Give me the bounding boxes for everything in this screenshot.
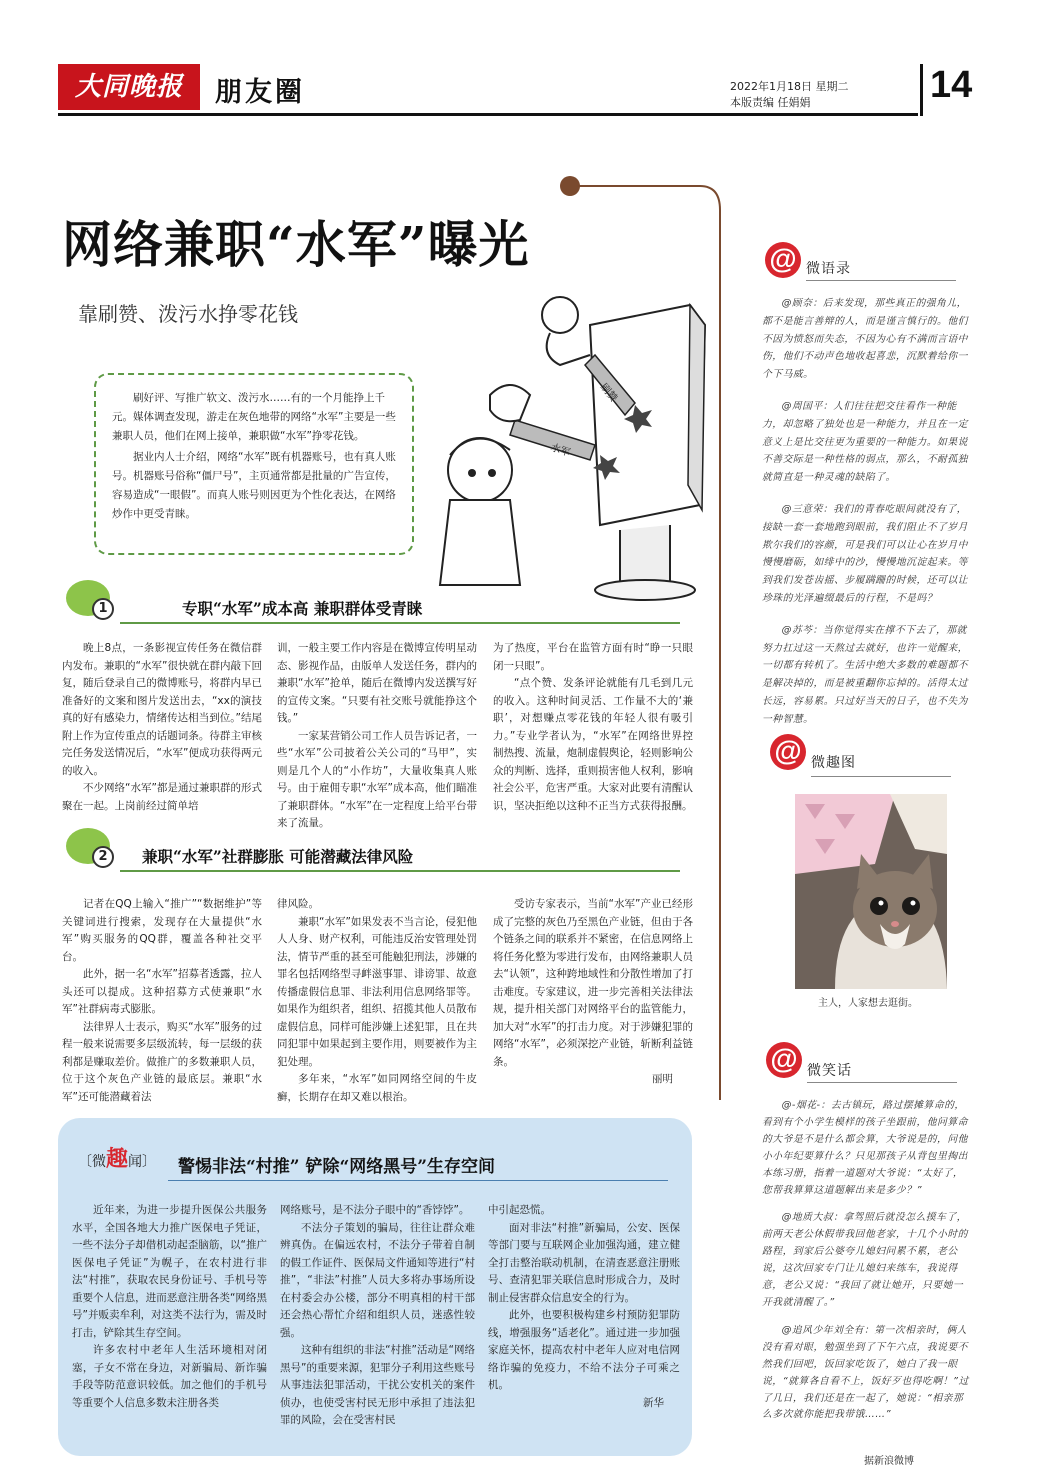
section-number: 1: [92, 598, 114, 620]
header-divider: [920, 64, 923, 116]
sidebar-title: 微趣图: [811, 755, 856, 771]
qujian-rule: [168, 1180, 668, 1181]
paragraph: 多年来，“水军”如同网络空间的牛皮癣，长期存在却又难以根治。: [277, 1073, 477, 1103]
page-number: 14: [930, 64, 973, 106]
paragraph: 律风险。: [277, 898, 319, 910]
paragraph: 近年来，为进一步提升医保公共服务水平，全国各地大力推广医保电子凭证，一些不法分子却借机动起歪脑筋，以“推广医保电子凭证”为幌子，在农村进行非法“村推”，获取农民身份证号、手机号等重要个人信息，进而恶意注册各类“网络黑号”并贩卖牟利，对这类不法行为，需及时打击，铲除其生存空间。: [72, 1204, 267, 1339]
tag-text: 闻: [128, 1154, 143, 1170]
paragraph: 中引起恐慌。: [488, 1204, 551, 1216]
sidebar-rule: [807, 1082, 957, 1083]
cartoon-illustration: [420, 285, 720, 605]
joke: @地质大叔：拿驾照后就没怎么摸车了，前两天老公休假带我回他老家，十几个小时的路程，到家后公婆夸儿媳妇问累不累，老公说，这次回家专门让儿媳妇来练车，我说得意，老公又说：“我回了就让她开，只要她一开我就清醒了。”: [762, 1212, 968, 1308]
quote-block: [762, 295, 970, 729]
section-rule: [120, 622, 680, 624]
article-column: [62, 896, 262, 1106]
paragraph: 受访专家表示，当前“水军”产业已经形成了完整的灰色乃至黑色产业链，但由于各个链条之间的联系并不紧密，在信息网络上将任务化整为零进行发布，由网络兼职人员去“认领”，这种跨地域性和分散性增加了打击难度。专家建议，进一步完善相关法律法规，提升相关部门对网络平台的监管能力，加大对“水军”的打击力度。对于涉嫌犯罪的网络“水军”，必须深挖产业链，斩断利益链条。: [493, 898, 693, 1068]
page-editor: 本版责编 任娟娟: [730, 96, 811, 109]
article-column: [277, 896, 477, 1106]
sidebar-rule: [806, 280, 956, 281]
cat-photo: [795, 794, 947, 989]
paragraph: 训，一般主要工作内容是在微博宣传明星动态、影视作品，由版单人发送任务，群内的兼职“水军”抢单，随后在微博内发送撰写好的宣传文案。“只要有社交账号就能挣这个钱。”: [277, 642, 477, 724]
intro-paragraph: 刷好评、写推广软文、泼污水……有的一个月能挣上千元。媒体调查发现，游走在灰色地带的网络“水军”主要是一些兼职人员，他们在网上接单，兼职做“水军”挣零花钱。: [112, 392, 396, 442]
paragraph: 晚上8点，一条影视宣传任务在微信群内发布。兼职的“水军”很快就在群内敲下回复，随后登录自己的微博账号，将群内早已准备好的文案和图片发送出去，“xx的演技真的好有感染力，情绪传达相当到位。”结尾附上作为宣传重点的话题词条。待群主审核完任务发送情况后，“水军”便成功获得两元的收入。: [62, 642, 262, 777]
paragraph: 此外，也要积极构建乡村预防犯罪防线，增强服务“适老化”。通过进一步加强家庭关怀，提高农村中老年人应对电信网络诈骗的免疫力，不给不法分子可乘之机。: [488, 1309, 680, 1391]
paragraph: 法律界人士表示，购买“水军”服务的过程一般来说需要多层级流转，每一层级的获利都是赚取差价。做推广的多数兼职人员，位于这个灰色产业链的最底层。兼职“水军”还可能潜藏着法: [62, 1020, 262, 1103]
quote: @顾奈：后来发现，那些真正的强角儿，都不是能言善辩的人，而是谨言慎行的。他们不因为愤怒而失态，不因为心有不满而言语中伤，他们不动声色地收起喜悲，沉默着给你一个下马威。: [762, 298, 968, 381]
paragraph: 兼职“水军”如果发表不当言论，侵犯他人人身、财产权利，可能违反治安管理处罚法，情节严重的甚至可能触犯刑法，涉嫌的罪名包括网络型寻衅滋事罪、诽谤罪、故意传播虚假信息罪、非法利用信息网络罪等。如果作为组织者，组织、招揽其他人员散布虚假信息，同样可能涉嫌上述犯罪，且在共同犯罪中如果起到主要作用，则要被作为主犯处理。: [277, 915, 477, 1068]
section-heading: 专职“水军”成本高 兼职群体受青睐: [182, 599, 423, 618]
article-column: [62, 640, 262, 815]
at-icon: @: [770, 734, 806, 770]
section-title: 朋友圈: [215, 77, 305, 108]
byline: 新华: [643, 1396, 664, 1409]
joke: @追风少年刘全有：第一次相亲时，俩人没有看对眼，勉强坐到了下午六点，我说要不然我们回吧，饭回家吃饭了，她白了我一眼说，“就算各自看不上，饭好歹也得吃啊！”过了几日，我们还是在一起了，她说：“相亲那么多次就你能把我带饿……”: [762, 1324, 969, 1421]
quote: @三意荣：我们的青春吃眼间就没有了，接缺一套一套地跑到眼前，我们阻止不了岁月欺尔我们的容颜，可是我们可以让心在岁月中慢慢磨砺，如绯中的沙，慢慢地沉淀起来。等到我们发苍齿摇、步履蹒跚的时候，还可以让珍珠的光泽遍缀最后的行程，不是吗？: [762, 503, 968, 604]
intro-box: [94, 373, 414, 555]
sidebar-title: 微语录: [806, 261, 851, 277]
photo-caption: 主人，人家想去逛街。: [818, 998, 918, 1009]
tag-highlight: 趣: [106, 1146, 129, 1172]
paragraph: “点个赞、发条评论就能有几毛到几元的收入。这种时间灵活、工作量不大的‘兼职’，对想赚点零花钱的年轻人很有吸引力。”专业学者认为，“水军”在网络世界控制热搜、流量，炮制虚假舆论，轻则影响公众的判断、选择，重则损害他人权利，影响社会公平，危害严重。大家对此要有清醒认识，坚决拒绝以这种不正当方式获得报酬。: [493, 677, 693, 812]
quote: @苏芩：当你觉得实在撑不下去了，那就努力扛过这一天熬过去就好，也许一觉醒来，一切都有转机了。生活中绝大多数的难题都不是解决掉的，而是被重翻你忘掉的。活得太过长远，容易累。只过好当天的日子，也不失为一种智慧。: [762, 624, 968, 725]
paragraph: 许多农村中老年人生活环境相对闭塞，子女不常在身边，对新骗局、新诈骗手段等防范意识较低。加之他们的手机号等重要个人信息多数未注册各类: [72, 1344, 267, 1409]
paragraph: 面对非法“村推”新骗局，公安、医保等部门要与互联网企业加强沟通，建立健全打击整治联动机制，在清查恶意注册账号、查清犯罪关联信息时形成合力，及时制止侵害群众信息安全的行为。: [488, 1221, 680, 1304]
header-rule: [58, 113, 918, 116]
headline: 网络兼职“水军”曝光: [62, 215, 530, 274]
qujian-column: [488, 1202, 680, 1412]
paragraph: 一家某营销公司工作人员告诉记者，一些“水军”公司披着公关公司的“马甲”，实则是几个人的“小作坊”，大量收集真人账号。由于雇佣专职“水军”成本高，他们瞄准了兼职群体。“水军”在一定程度上给平台带来了流量。: [277, 729, 477, 829]
intro-paragraph: 据业内人士介绍，网络“水军”既有机器账号，也有真人账号。机器账号俗称“僵尸号”，主页通常都是批量的广告宣传，容易造成“一眼假”。而真人账号则因更为个性化表达，在网络炒作中更受青睐。: [112, 451, 396, 520]
joke-block: [762, 1098, 972, 1424]
issue-date: 2022年1月18日 星期二: [730, 80, 849, 93]
section-rule: [120, 870, 680, 872]
paragraph: 此外，据一名“水军”招募者透露，拉人头还可以提成。这种招募方式使兼职“水军”社群病毒式膨胀。: [62, 968, 262, 1015]
quote: @周国平：人们往往把交往看作一种能力，却忽略了独处也是一种能力，并且在一定意义上是比交往更为重要的一种能力。如果说不善交际是一种性格的弱点，那么，不耐孤独就简直是一种灵魂的缺陷了。: [762, 400, 968, 484]
paragraph: 网络账号，是不法分子眼中的“香饽饽”。: [280, 1204, 470, 1216]
qujian-title: 警惕非法“村推” 铲除“网络黑号”生存空间: [178, 1157, 496, 1177]
paragraph: 不少网络“水军”都是通过兼职群的形式聚在一起。上岗前经过简单培: [62, 782, 262, 812]
cartoon-label: 水军: [549, 442, 572, 460]
at-icon: @: [765, 242, 801, 278]
qujian-tag: 〔微趣闻〕: [78, 1146, 157, 1172]
sidebar-title: 微笑话: [807, 1063, 852, 1079]
article-column: [277, 640, 477, 833]
newspaper-logo: 大同晚报: [58, 64, 200, 110]
article-column: [493, 640, 693, 815]
tag-text: 微: [92, 1154, 106, 1170]
sidebar-rule: [811, 776, 951, 777]
joke: @-烟花-：去古镇玩，路过摆摊算命的，看到有个小学生模样的孩子坐跟前，他问算命的大爷是不是什么都会算，大爷说是的，问他小小年纪要算什么？只见那孩子从背包里掏出本练习册，指着一道题对大爷说：“太好了，您帮我算算这道题解出来是多少？”: [762, 1100, 968, 1196]
qujian-column: [280, 1202, 475, 1430]
at-icon: @: [766, 1042, 802, 1078]
section-number: 2: [92, 846, 114, 868]
article-column: [493, 896, 693, 1089]
paragraph: 这种有组织的非法“村推”活动是“网络黑号”的重要来源，犯罪分子利用这些账号从事违法犯罪活动，干扰公安机关的案件侦办，也使受害村民无形中承担了违法犯罪的风险，会在受害村民: [280, 1344, 475, 1426]
paragraph: 记者在QQ上输入“推广”“数据维护”等关键词进行搜索，发现存在大量提供“水军”购买服务的QQ群，覆盖各种社交平台。: [62, 898, 262, 963]
paragraph: 为了热度，平台在监管方面有时“睁一只眼闭一只眼”。: [493, 642, 693, 672]
source-credit: 据新浪微博: [864, 1456, 914, 1467]
cartoon-label: 刷赞: [597, 381, 619, 405]
section-heading: 兼职“水军”社群膨胀 可能潜藏法律风险: [142, 847, 414, 866]
paragraph: 不法分子策划的骗局，往往让群众难辨真伪。在偏远农村，不法分子带着自制的假工作证件、医保局文件通知等进行“村推”，“非法”村推”人员大多将办事场所设在村委会办公楼，部分不明真相的村干部还会热心帮忙介绍和组织人员，迷惑性较强。: [280, 1221, 475, 1339]
subheadline: 靠刷赞、泼污水挣零花钱: [78, 302, 298, 326]
byline: 丽明: [652, 1073, 673, 1085]
qujian-column: [72, 1202, 267, 1412]
